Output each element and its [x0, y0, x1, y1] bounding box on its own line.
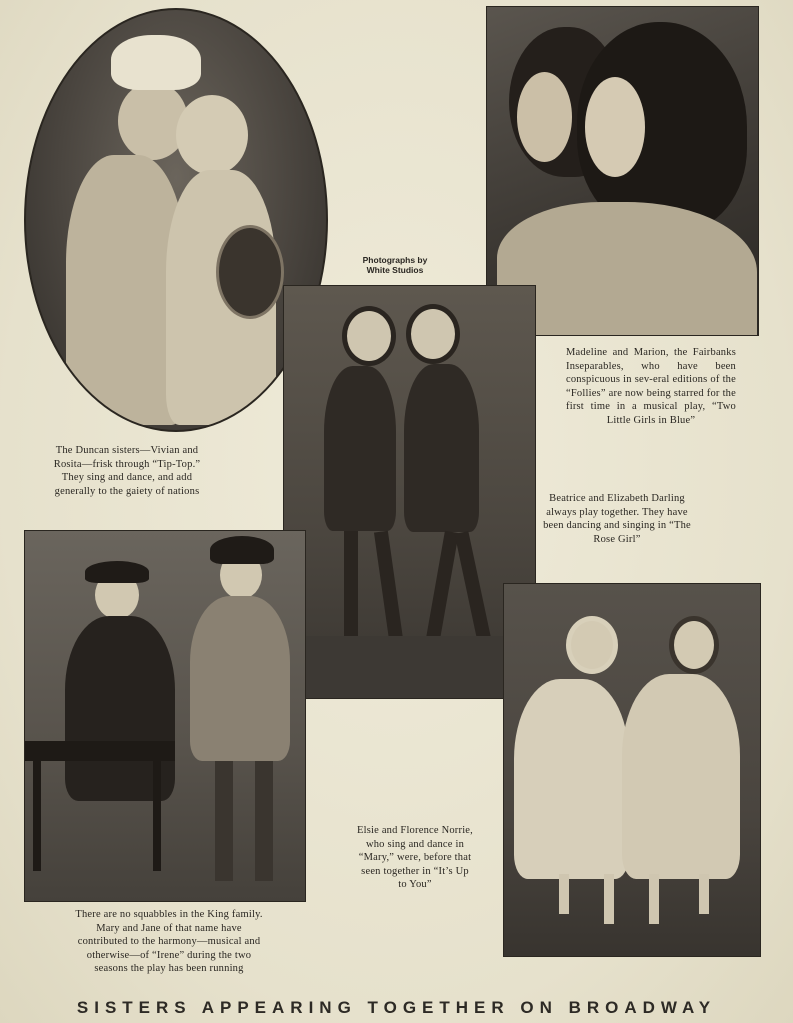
darling-sisters-photo [283, 285, 536, 699]
caption-fairbanks-twins: Madeline and Marion, the Fairbanks Inseparables, who have been conspicuous in sev‐eral editions of the “Follies” are now being starred for the first time in a musical play, “Two Little Girls in Blue” [566, 347, 736, 426]
page-title: SISTERS APPEARING TOGETHER ON BROADWAY [76, 998, 717, 1017]
caption-norrie-sisters: Elsie and Florence Norrie, who sing and dance in “Mary,” were, before that seen together in “It’s Up to You” [357, 825, 473, 890]
caption-king-sisters: There are no squabbles in the King family. Mary and Jane of that name have contributed to the harmony—musical and otherwise—of “Irene” during the two seasons the play has been running [75, 909, 263, 974]
caption-duncan-sisters: The Duncan sisters—Vivian and Rosita—frisk through “Tip-Top.” They sing and dance, and add generally to the gaiety of nations [53, 445, 201, 497]
photo-credit: Photographs by White Studios [362, 255, 428, 275]
figure-left [26, 10, 326, 430]
king-sisters-photo [24, 530, 306, 902]
norrie-sisters-photo [503, 583, 761, 957]
caption-darling-sisters: Beatrice and Elizabeth Darling always play together. They have been dancing and singing in “The Rose Girl” [543, 493, 691, 545]
